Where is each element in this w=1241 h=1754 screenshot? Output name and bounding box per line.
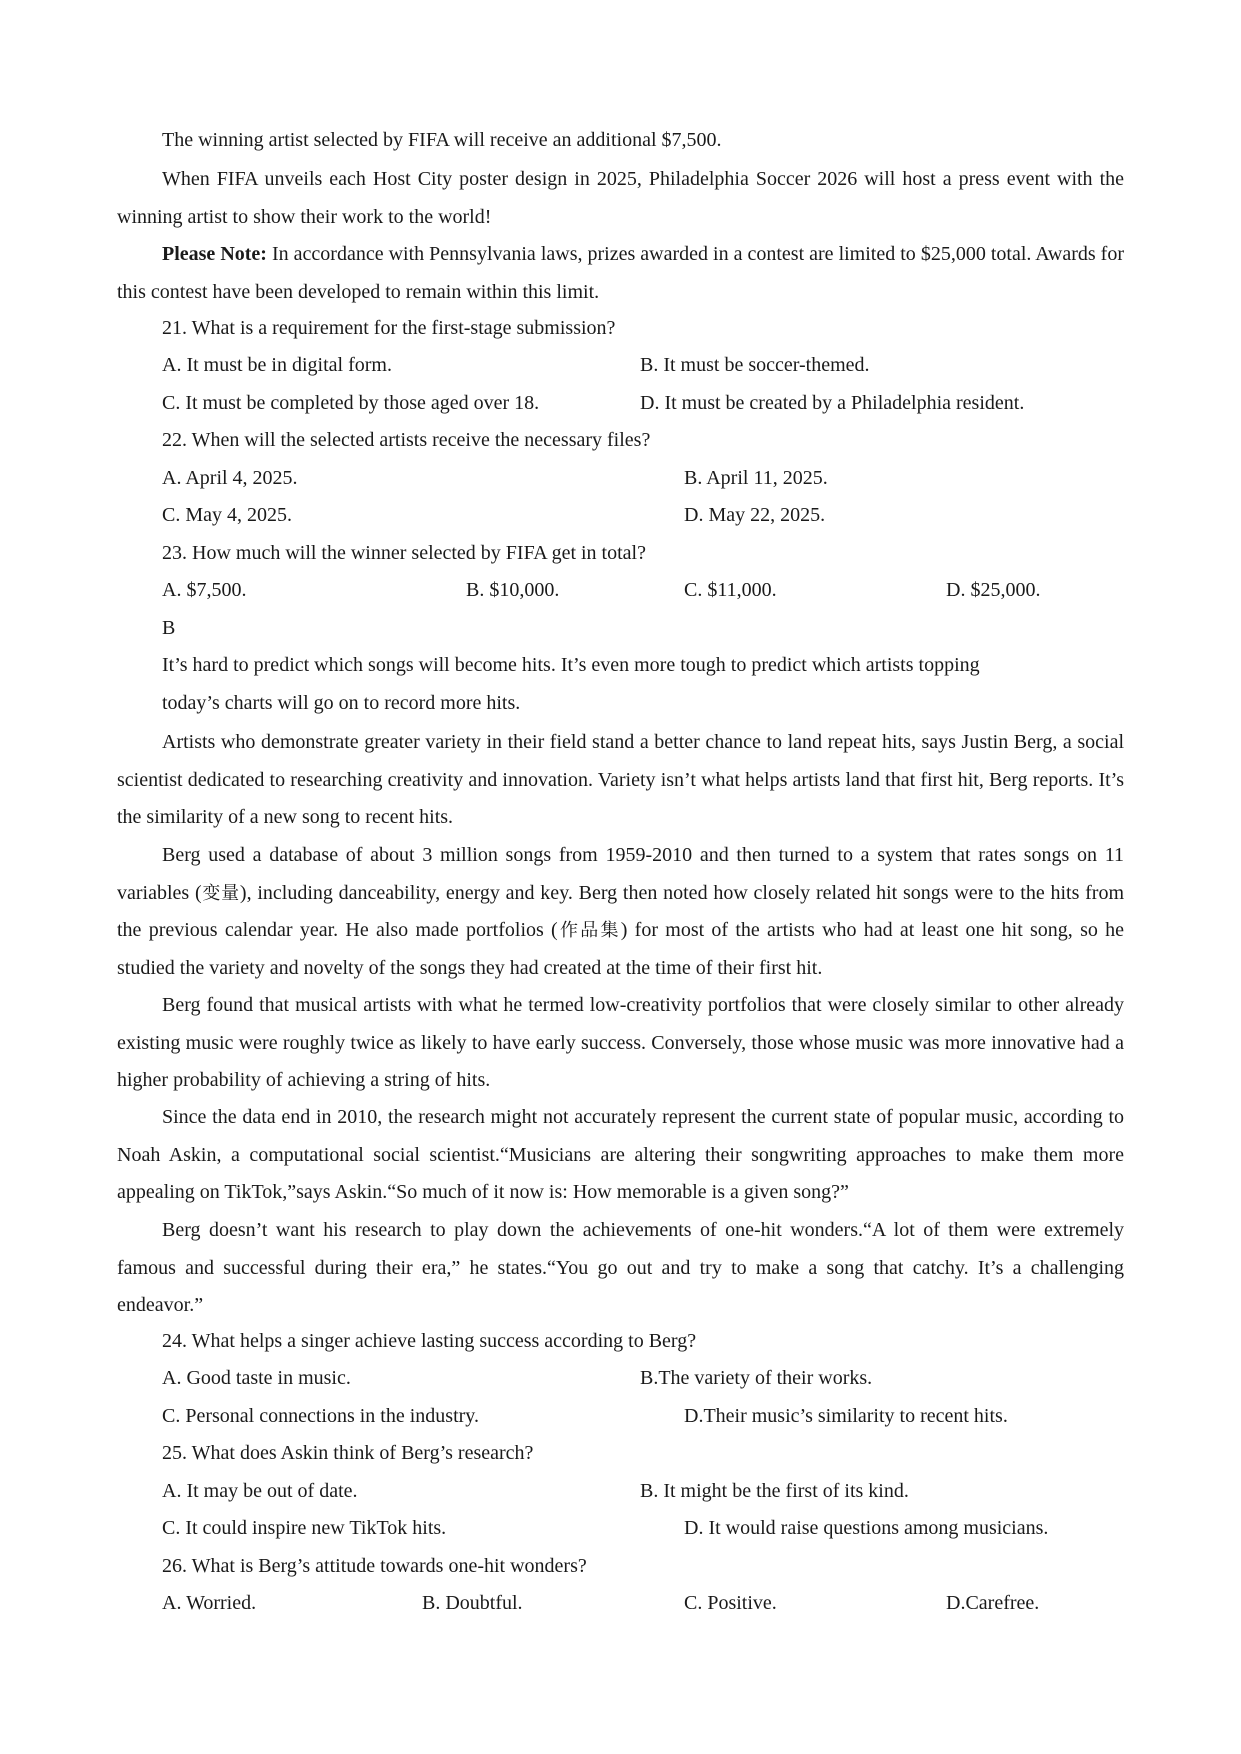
option-a[interactable]: A. Worried.: [162, 1592, 257, 1614]
text-segment: Berg used a database of about 3 million songs from 1959-2010 and then turned to a system that rates songs on 11 variables (: [117, 844, 1124, 904]
option-a[interactable]: A. It must be in digital form.: [162, 354, 392, 376]
option-b[interactable]: B. It might be the first of its kind.: [640, 1480, 909, 1502]
option-c[interactable]: C. Positive.: [684, 1592, 777, 1614]
paragraph-variety: Artists who demonstrate greater variety in their field stand a better chance to land repeat hits, says Justin Berg, a social scientist dedicated to researching creativity and innovation. Variety isn’t what helps artists land that first hit, Berg reports. It’s the similarity of a new song to recent hits.: [117, 731, 1124, 829]
option-a[interactable]: A. Good taste in music.: [162, 1367, 351, 1389]
question-stem: 23. How much will the winner selected by FIFA get in total?: [162, 542, 646, 564]
option-c[interactable]: C. It could inspire new TikTok hits.: [162, 1517, 447, 1539]
option-a[interactable]: A. April 4, 2025.: [162, 467, 298, 489]
question-stem: 22. When will the selected artists receive the necessary files?: [162, 429, 651, 451]
option-c[interactable]: C. It must be completed by those aged over 18.: [162, 392, 540, 414]
paragraph-prize-addition: The winning artist selected by FIFA will receive an additional $7,500.: [162, 129, 722, 151]
option-c[interactable]: C. $11,000.: [684, 579, 777, 601]
text-segment: ), including danceability, energy and key. Berg then noted how closely related hit songs were to the hits from the previous calendar year. He also made portfolios (: [117, 881, 1124, 942]
paragraph-please-note: [117, 236, 1124, 311]
question-stem: 21. What is a requirement for the first-stage submission?: [162, 317, 616, 339]
paragraph-findings: Berg found that musical artists with what he termed low-creativity portfolios that were closely similar to other already existing music were roughly twice as likely to have early success. Conversely, those whose music was more innovative had a higher probability of achieving a string of hits.: [117, 994, 1124, 1092]
option-d[interactable]: D. It would raise questions among musicians.: [684, 1517, 1049, 1539]
question-stem: 24. What helps a singer achieve lasting success according to Berg?: [162, 1330, 697, 1352]
paragraph-database: [117, 837, 1124, 987]
question-stem: 25. What does Askin think of Berg’s research?: [162, 1442, 534, 1464]
cjk-gloss-variables: 变量: [201, 882, 240, 904]
paragraph-one-hit-wonders: Berg doesn’t want his research to play down the achievements of one-hit wonders.“A lot of them were extremely famous and successful during their era,” he states.“You go out and try to make a song that catchy. It’s a challenging endeavor.”: [117, 1219, 1124, 1317]
question-stem: 26. What is Berg’s attitude towards one-hit wonders?: [162, 1555, 587, 1577]
option-c[interactable]: C. May 4, 2025.: [162, 504, 292, 526]
option-b[interactable]: B.The variety of their works.: [640, 1367, 873, 1389]
option-b[interactable]: B. April 11, 2025.: [684, 467, 828, 489]
option-b[interactable]: B. $10,000.: [466, 579, 560, 601]
option-a[interactable]: A. It may be out of date.: [162, 1480, 358, 1502]
paragraph-intro-line2: today’s charts will go on to record more hits.: [162, 692, 521, 714]
option-a[interactable]: A. $7,500.: [162, 579, 247, 601]
option-d[interactable]: D.Their music’s similarity to recent hits.: [684, 1405, 1008, 1427]
option-d[interactable]: D. It must be created by a Philadelphia resident.: [640, 392, 1025, 414]
option-b[interactable]: B. It must be soccer-themed.: [640, 354, 870, 376]
note-text: In accordance with Pennsylvania laws, prizes awarded in a contest are limited to $25,000 total. Awards for this contest have been developed to remain within this limit.: [117, 243, 1124, 303]
option-d[interactable]: D. $25,000.: [946, 579, 1041, 601]
option-b[interactable]: B. Doubtful.: [422, 1592, 523, 1614]
option-d[interactable]: D.Carefree.: [946, 1592, 1040, 1614]
option-c[interactable]: C. Personal connections in the industry.: [162, 1405, 479, 1427]
paragraph-askin: Since the data end in 2010, the research might not accurately represent the current state of popular music, according to Noah Askin, a computational social scientist.“Musicians are altering their songwriting approaches to make them more appealing on TikTok,”says Askin.“So much of it now is: How memorable is a given song?”: [117, 1106, 1124, 1204]
note-label: Please Note:: [162, 243, 267, 265]
paragraph-intro-line1: It’s hard to predict which songs will become hits. It’s even more tough to predict which artists topping: [162, 654, 980, 676]
cjk-gloss-portfolios: 作品集: [557, 920, 621, 942]
paragraph-press-event: When FIFA unveils each Host City poster design in 2025, Philadelphia Soccer 2026 will host a press event with the winning artist to show their work to the world!: [117, 168, 1124, 228]
section-label-b: B: [162, 617, 176, 639]
text-segment: ) for most of the artists who had at least one hit song, so he studied the variety and novelty of the songs they had created at the time of their first hit.: [117, 919, 1124, 979]
option-d[interactable]: D. May 22, 2025.: [684, 504, 826, 526]
